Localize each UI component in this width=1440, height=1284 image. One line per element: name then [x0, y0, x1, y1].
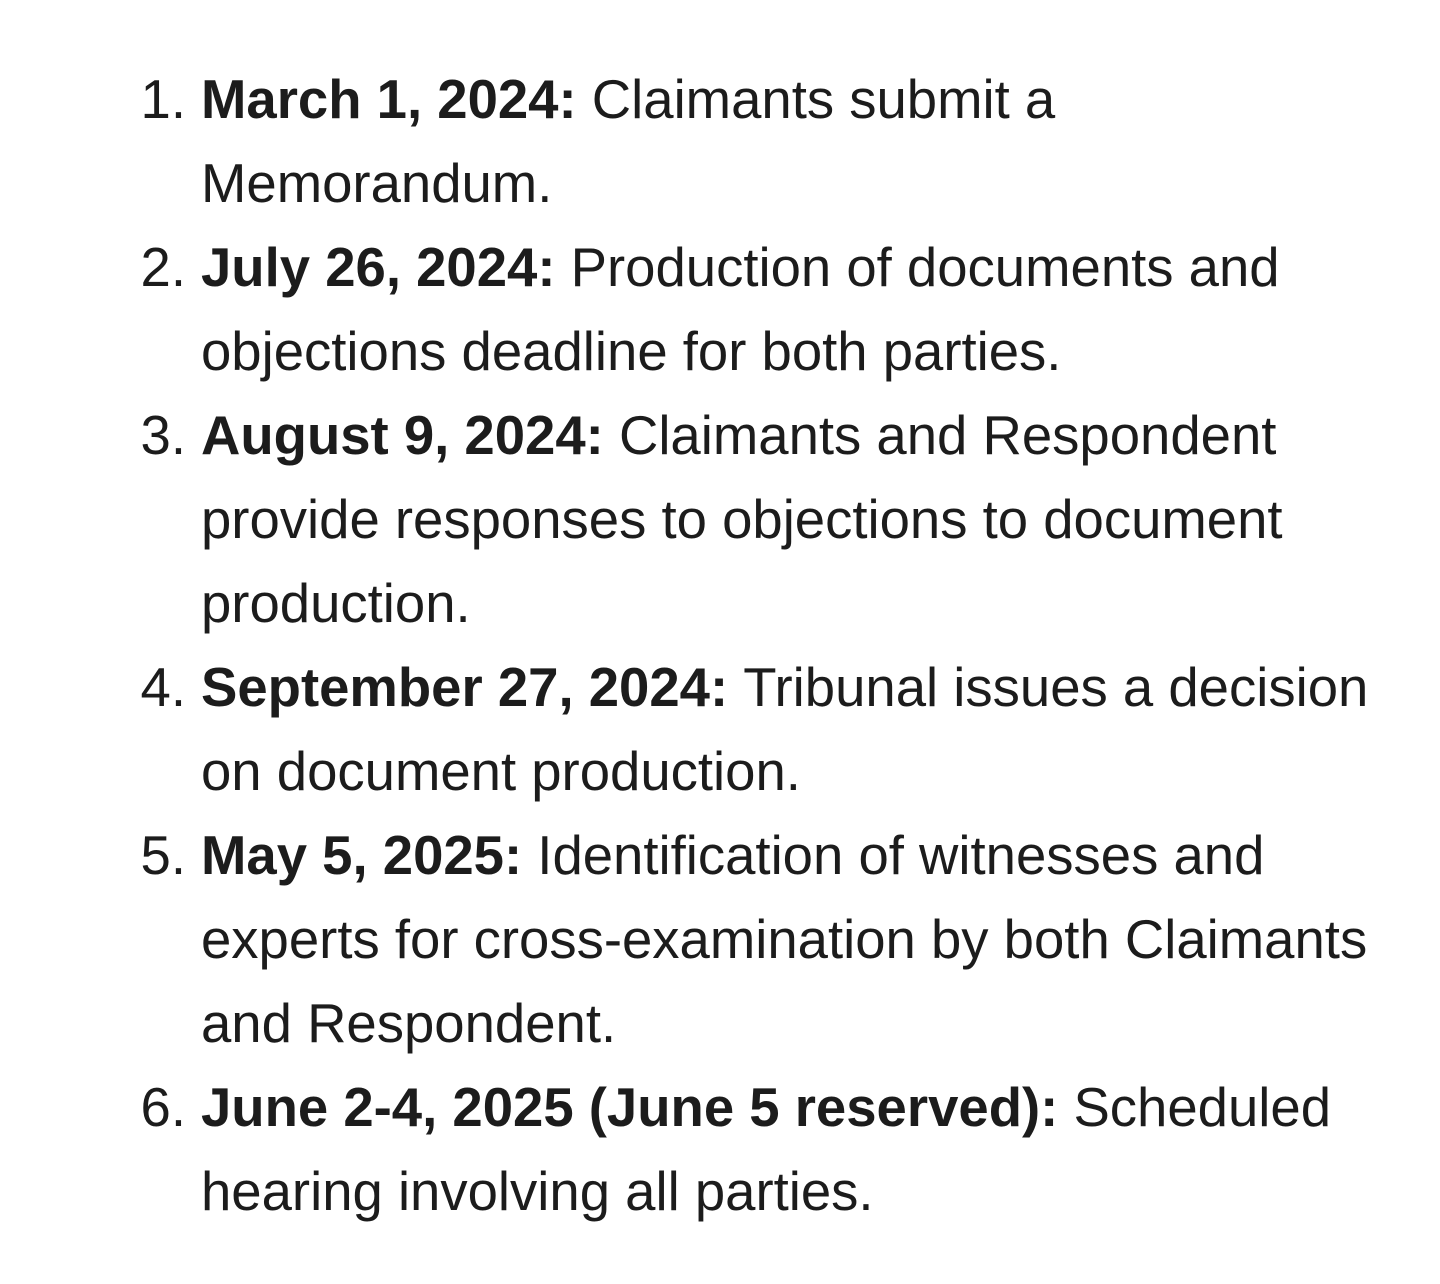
item-number: 6.	[140, 1077, 186, 1138]
list-item	[0, 394, 1440, 646]
list-item	[0, 1066, 1440, 1234]
item-number: 2.	[140, 237, 186, 298]
item-description: Identification of witnesses and experts for cross-examination by both Claimants and Respondent.	[201, 825, 1368, 1054]
list-item	[0, 226, 1440, 394]
item-date: May 5, 2025:	[201, 825, 538, 886]
item-date: July 26, 2024:	[201, 237, 571, 298]
list-item	[0, 646, 1440, 814]
item-date: August 9, 2024:	[201, 405, 619, 466]
item-number: 1.	[140, 69, 186, 130]
item-number: 3.	[140, 405, 186, 466]
item-description: Tribunal issues a decision on document production.	[201, 657, 1369, 802]
item-description: Claimants and Respondent provide responses to objections to document production.	[201, 405, 1283, 634]
item-number: 4.	[140, 657, 186, 718]
timeline-list	[0, 58, 1440, 1234]
item-description: Production of documents and objections deadline for both parties.	[201, 237, 1280, 382]
item-date: June 2-4, 2025 (June 5 reserved):	[201, 1077, 1074, 1138]
item-date: March 1, 2024:	[201, 69, 592, 130]
list-item	[0, 58, 1440, 226]
list-item	[0, 814, 1440, 1066]
item-description: Claimants submit a Memorandum.	[201, 69, 1056, 214]
item-number: 5.	[140, 825, 186, 886]
item-description: Scheduled hearing involving all parties.	[201, 1077, 1332, 1222]
item-date: September 27, 2024:	[201, 657, 744, 718]
